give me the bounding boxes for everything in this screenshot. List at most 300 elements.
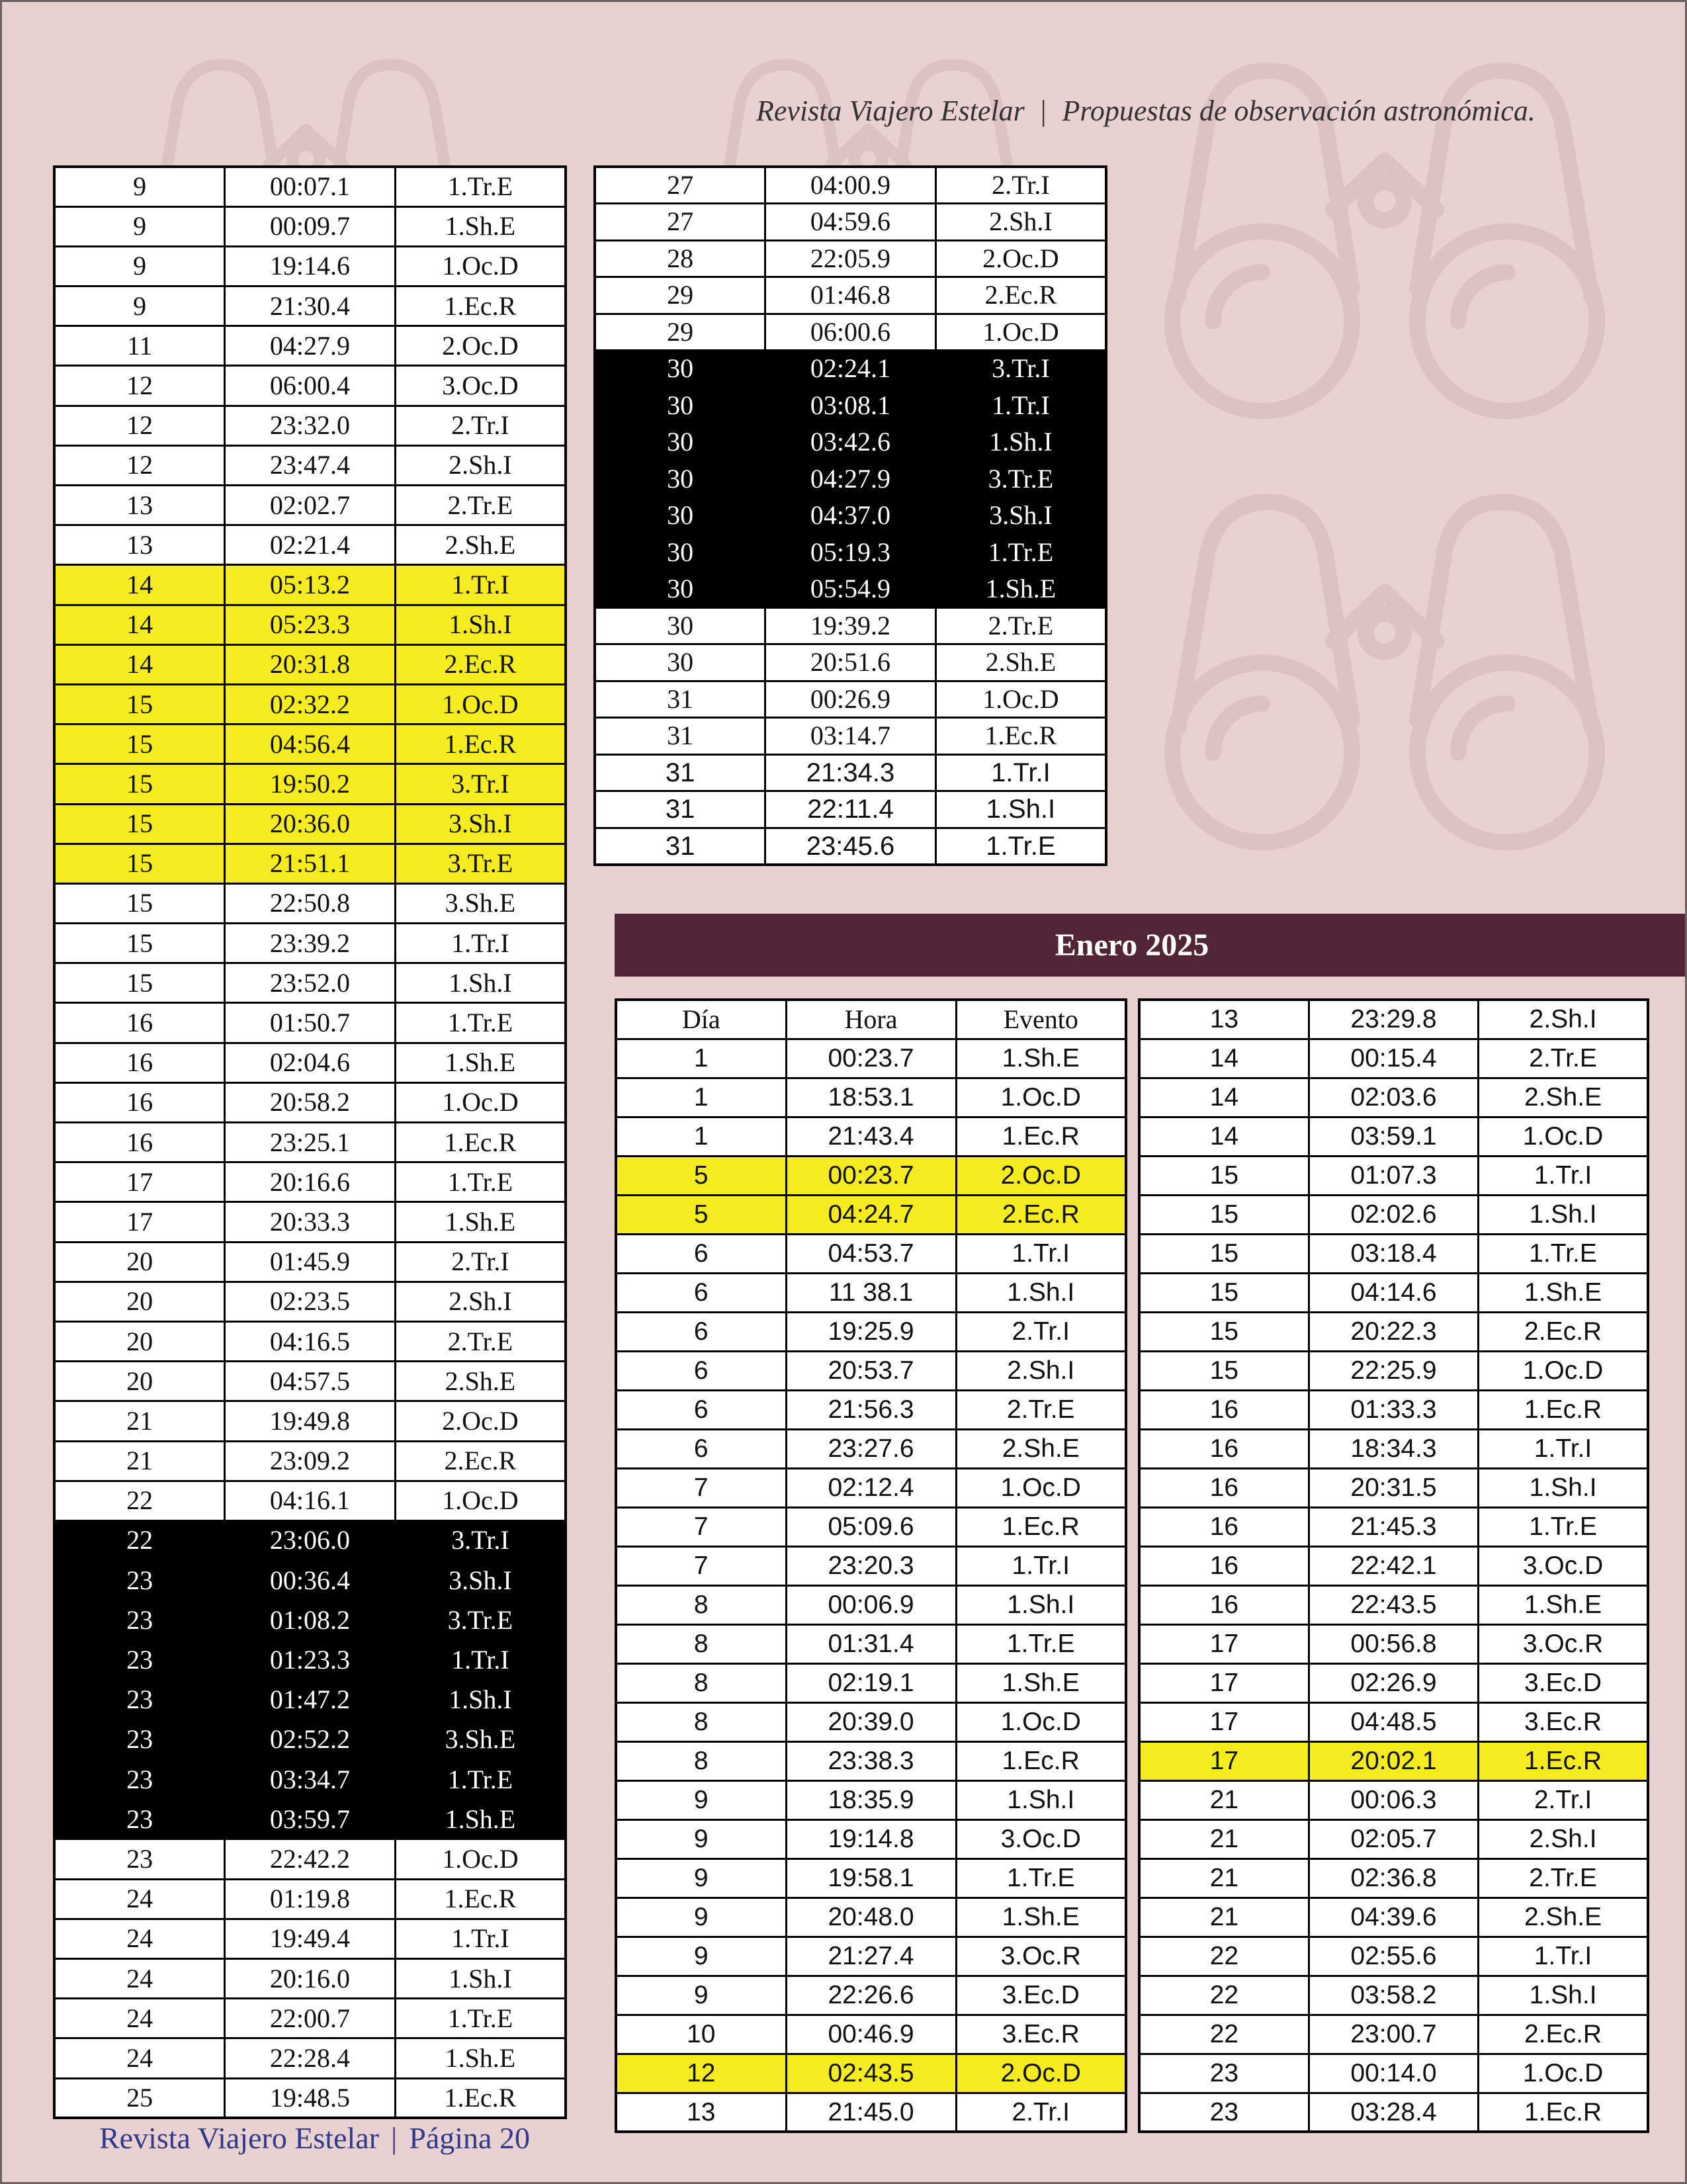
cell-event: 2.Sh.I <box>956 1351 1126 1390</box>
header-magazine-name: Revista Viajero Estelar <box>756 95 1025 127</box>
cell-time: 04:00.9 <box>765 167 936 204</box>
table-row <box>54 1043 566 1082</box>
cell-event: 1.Ec.R <box>956 1507 1126 1546</box>
cell-time: 21:27.4 <box>786 1937 956 1976</box>
cell-event: 1.Oc.D <box>395 684 566 724</box>
cell-day: 30 <box>595 424 765 461</box>
cell-event: 1.Tr.I <box>1479 1429 1648 1468</box>
table-row <box>616 1195 1126 1234</box>
cell-event: 2.Tr.I <box>1479 1780 1648 1819</box>
cell-time: 00:09.7 <box>225 206 396 246</box>
cell-day: 17 <box>1139 1663 1309 1702</box>
table-row <box>54 924 566 963</box>
cell-event: 2.Sh.I <box>395 445 566 485</box>
cell-day: 23 <box>54 1839 225 1879</box>
table-row <box>54 1561 566 1600</box>
cell-day: 8 <box>616 1663 786 1702</box>
cell-time: 03:28.4 <box>1309 2093 1478 2132</box>
cell-time: 02:19.1 <box>786 1663 956 1702</box>
cell-day: 17 <box>1139 1741 1309 1780</box>
cell-event: 1.Ec.R <box>395 1123 566 1162</box>
cell-event: 1.Sh.E <box>395 1043 566 1082</box>
cell-event: 1.Sh.I <box>395 605 566 644</box>
table-row <box>595 240 1106 277</box>
cell-time: 20:02.1 <box>1309 1741 1478 1780</box>
cell-time: 23:38.3 <box>786 1741 956 1780</box>
cell-time: 01:50.7 <box>225 1003 396 1043</box>
cell-day: 23 <box>1139 2054 1309 2093</box>
table-row <box>1139 1039 1648 1078</box>
table-row <box>54 1839 566 1879</box>
cell-event: 3.Sh.E <box>395 883 566 923</box>
cell-event: 1.Oc.D <box>1479 2054 1648 2093</box>
cell-event: 1.Ec.R <box>395 286 566 326</box>
table-row <box>1139 2093 1648 2132</box>
cell-event: 1.Tr.I <box>395 1919 566 1958</box>
cell-time: 03:59.7 <box>225 1800 396 1839</box>
cell-day: 9 <box>54 286 225 326</box>
cell-day: 27 <box>595 204 765 241</box>
cell-time: 00:56.8 <box>1309 1624 1478 1663</box>
cell-event: 2.Sh.E <box>395 1362 566 1401</box>
cell-day: 6 <box>616 1273 786 1312</box>
table-row <box>54 1003 566 1043</box>
cell-event: 1.Ec.R <box>395 1879 566 1919</box>
cell-day: 15 <box>54 963 225 1003</box>
cell-time: 18:53.1 <box>786 1078 956 1117</box>
cell-day: 25 <box>54 2078 225 2118</box>
cell-time: 23:32.0 <box>225 406 396 445</box>
cell-time: 00:07.1 <box>225 167 396 206</box>
cell-time: 22:00.7 <box>225 1999 396 2038</box>
cell-day: 21 <box>54 1401 225 1441</box>
cell-event: 3.Sh.I <box>935 498 1106 535</box>
table-row <box>616 1624 1126 1663</box>
cell-event: 2.Sh.E <box>395 525 566 565</box>
cell-time: 23:39.2 <box>225 924 396 963</box>
table-row <box>54 1401 566 1441</box>
table-row <box>616 2015 1126 2054</box>
cell-day: 23 <box>54 1640 225 1680</box>
cell-event: 3.Tr.I <box>395 764 566 804</box>
cell-event: 1.Sh.E <box>1479 1273 1648 1312</box>
cell-event: 1.Tr.I <box>395 1640 566 1680</box>
cell-event: 1.Ec.R <box>1479 1390 1648 1429</box>
cell-time: 20:22.3 <box>1309 1312 1478 1351</box>
cell-time: 02:02.7 <box>225 486 396 525</box>
table-row <box>54 2078 566 2118</box>
cell-time: 20:16.0 <box>225 1958 396 1998</box>
cell-day: 30 <box>595 351 765 388</box>
cell-day: 15 <box>1139 1273 1309 1312</box>
cell-day: 12 <box>54 445 225 485</box>
table-row <box>54 246 566 286</box>
cell-event: 3.Tr.E <box>935 460 1106 498</box>
cell-time: 04:57.5 <box>225 1362 396 1401</box>
cell-day: 31 <box>595 791 765 828</box>
table-row <box>616 2093 1126 2132</box>
cell-event: 3.Sh.I <box>395 804 566 844</box>
cell-time: 01:07.3 <box>1309 1156 1478 1195</box>
cell-time: 05:09.6 <box>786 1507 956 1546</box>
cell-time: 05:23.3 <box>225 605 396 644</box>
cell-event: 1.Sh.E <box>956 1898 1126 1937</box>
cell-time: 02:24.1 <box>765 351 936 388</box>
column-header-day: Día <box>616 1000 786 1039</box>
cell-day: 9 <box>616 1898 786 1937</box>
table-row <box>616 1507 1126 1546</box>
cell-time: 04:24.7 <box>786 1195 956 1234</box>
cell-time: 00:46.9 <box>786 2015 956 2054</box>
table-row <box>1139 1858 1648 1898</box>
cell-time: 05:13.2 <box>225 565 396 605</box>
cell-time: 20:39.0 <box>786 1702 956 1741</box>
cell-day: 17 <box>1139 1702 1309 1741</box>
table-row <box>54 1958 566 1998</box>
cell-day: 9 <box>616 1858 786 1898</box>
cell-event: 3.Tr.I <box>935 351 1106 388</box>
cell-day: 17 <box>54 1162 225 1202</box>
cell-event: 1.Oc.D <box>395 1839 566 1879</box>
table-row <box>54 206 566 246</box>
cell-time: 18:34.3 <box>1309 1429 1478 1468</box>
table-row <box>54 326 566 366</box>
cell-time: 00:15.4 <box>1309 1039 1478 1078</box>
cell-event: 1.Sh.E <box>935 571 1106 608</box>
month-title: Enero 2025 <box>1055 928 1209 963</box>
cell-time: 19:25.9 <box>786 1312 956 1351</box>
cell-time: 00:23.7 <box>786 1039 956 1078</box>
cell-event: 1.Oc.D <box>956 1078 1126 1117</box>
table-row <box>54 1879 566 1919</box>
cell-day: 20 <box>54 1321 225 1361</box>
cell-time: 02:32.2 <box>225 684 396 724</box>
cell-event: 2.Tr.E <box>935 607 1106 644</box>
cell-day: 20 <box>54 1282 225 1321</box>
cell-event: 1.Tr.I <box>956 1546 1126 1585</box>
cell-day: 15 <box>54 883 225 923</box>
month-banner <box>615 914 1686 977</box>
table-row <box>1139 1898 1648 1937</box>
cell-time: 02:55.6 <box>1309 1937 1478 1976</box>
cell-event: 2.Oc.D <box>935 240 1106 277</box>
table-row <box>54 963 566 1003</box>
cell-event: 3.Tr.I <box>395 1520 566 1560</box>
cell-day: 16 <box>1139 1468 1309 1507</box>
cell-time: 02:52.2 <box>225 1720 396 1759</box>
table-row <box>54 445 566 485</box>
cell-event: 2.Sh.I <box>1479 1000 1648 1039</box>
table-row <box>616 2054 1126 2093</box>
cell-event: 3.Oc.D <box>1479 1546 1648 1585</box>
cell-time: 01:45.9 <box>225 1242 396 1282</box>
table-row <box>54 1441 566 1481</box>
cell-event: 2.Oc.D <box>956 2054 1126 2093</box>
cell-day: 15 <box>54 684 225 724</box>
cell-day: 15 <box>54 724 225 764</box>
cell-day: 1 <box>616 1117 786 1156</box>
cell-event: 2.Ec.R <box>1479 2015 1648 2054</box>
cell-time: 04:59.6 <box>765 204 936 241</box>
table-row <box>54 804 566 844</box>
cell-time: 03:58.2 <box>1309 1976 1478 2015</box>
cell-day: 15 <box>1139 1312 1309 1351</box>
cell-event: 2.Tr.E <box>956 1390 1126 1429</box>
cell-time: 02:04.6 <box>225 1043 396 1082</box>
cell-time: 04:37.0 <box>765 498 936 535</box>
running-header <box>756 93 1536 130</box>
table-row <box>1139 1234 1648 1273</box>
table-row <box>54 1999 566 2038</box>
table-row <box>1139 1351 1648 1390</box>
table-row <box>1139 1663 1648 1702</box>
cell-day: 9 <box>616 1937 786 1976</box>
table-row <box>54 1123 566 1162</box>
cell-time: 21:30.4 <box>225 286 396 326</box>
cell-time: 19:14.6 <box>225 246 396 286</box>
cell-time: 20:33.3 <box>225 1202 396 1242</box>
events-table-enero-left <box>615 998 1127 2133</box>
cell-time: 04:39.6 <box>1309 1898 1478 1937</box>
cell-time: 23:27.6 <box>786 1429 956 1468</box>
column-header-time: Hora <box>786 1000 956 1039</box>
cell-event: 1.Tr.E <box>395 167 566 206</box>
table-row <box>54 1680 566 1720</box>
cell-time: 03:34.7 <box>225 1760 396 1800</box>
cell-day: 13 <box>616 2093 786 2132</box>
table-row <box>54 1600 566 1640</box>
cell-time: 06:00.6 <box>765 314 936 351</box>
table-row <box>616 1390 1126 1429</box>
cell-day: 16 <box>54 1123 225 1162</box>
cell-day: 31 <box>595 681 765 718</box>
cell-time: 11 38.1 <box>786 1273 956 1312</box>
cell-time: 20:31.8 <box>225 644 396 684</box>
cell-time: 01:19.8 <box>225 1879 396 1919</box>
cell-event: 1.Tr.E <box>935 534 1106 571</box>
cell-day: 15 <box>1139 1234 1309 1273</box>
cell-event: 1.Tr.E <box>956 1624 1126 1663</box>
cell-day: 5 <box>616 1195 786 1234</box>
table-row <box>1139 1976 1648 2015</box>
cell-time: 01:08.2 <box>225 1600 396 1640</box>
cell-time: 01:47.2 <box>225 1680 396 1720</box>
cell-event: 1.Sh.I <box>395 1680 566 1720</box>
cell-time: 03:59.1 <box>1309 1117 1478 1156</box>
cell-event: 3.Sh.E <box>395 1720 566 1759</box>
cell-event: 1.Ec.R <box>956 1117 1126 1156</box>
cell-day: 31 <box>595 718 765 755</box>
cell-day: 14 <box>54 565 225 605</box>
table-row <box>1139 1156 1648 1195</box>
events-table-upper-left <box>53 165 567 2119</box>
table-row <box>1139 1195 1648 1234</box>
cell-event: 1.Tr.I <box>935 387 1106 424</box>
table-header-row <box>616 1000 1126 1039</box>
table-row <box>616 1585 1126 1624</box>
cell-event: 3.Sh.I <box>395 1561 566 1600</box>
cell-time: 23:20.3 <box>786 1546 956 1585</box>
table-row <box>595 424 1106 461</box>
cell-time: 19:49.8 <box>225 1401 396 1441</box>
cell-event: 1.Oc.D <box>395 246 566 286</box>
cell-time: 21:56.3 <box>786 1390 956 1429</box>
cell-day: 15 <box>54 804 225 844</box>
table-row <box>616 1976 1126 2015</box>
events-table-enero-right <box>1138 998 1649 2133</box>
cell-time: 00:26.9 <box>765 681 936 718</box>
table-row <box>1139 1000 1648 1039</box>
cell-event: 1.Ec.R <box>956 1741 1126 1780</box>
table-row <box>1139 1429 1648 1468</box>
table-row <box>1139 1741 1648 1780</box>
cell-event: 2.Tr.E <box>1479 1858 1648 1898</box>
table-row <box>595 351 1106 388</box>
cell-day: 21 <box>1139 1819 1309 1858</box>
cell-time: 22:50.8 <box>225 883 396 923</box>
cell-day: 23 <box>54 1800 225 1839</box>
table-row <box>616 1234 1126 1273</box>
table-row <box>54 286 566 326</box>
cell-day: 16 <box>1139 1507 1309 1546</box>
cell-time: 21:34.3 <box>765 754 936 791</box>
table-row <box>616 1780 1126 1819</box>
cell-time: 01:23.3 <box>225 1640 396 1680</box>
cell-day: 8 <box>616 1741 786 1780</box>
cell-day: 9 <box>54 167 225 206</box>
cell-event: 1.Ec.R <box>395 724 566 764</box>
cell-day: 14 <box>1139 1117 1309 1156</box>
cell-event: 2.Ec.R <box>1479 1312 1648 1351</box>
cell-day: 9 <box>54 206 225 246</box>
table-row <box>54 1520 566 1560</box>
cell-time: 19:50.2 <box>225 764 396 804</box>
cell-day: 1 <box>616 1078 786 1117</box>
cell-day: 23 <box>54 1561 225 1600</box>
cell-event: 3.Tr.E <box>395 1600 566 1640</box>
table-row <box>616 1468 1126 1507</box>
cell-time: 02:03.6 <box>1309 1078 1478 1117</box>
cell-day: 24 <box>54 2038 225 2078</box>
cell-day: 23 <box>54 1720 225 1759</box>
table-row <box>54 764 566 804</box>
cell-event: 1.Oc.D <box>956 1468 1126 1507</box>
cell-time: 22:42.2 <box>225 1839 396 1879</box>
cell-event: 1.Sh.I <box>935 791 1106 828</box>
cell-day: 22 <box>54 1481 225 1520</box>
cell-time: 20:58.2 <box>225 1082 396 1122</box>
cell-day: 22 <box>54 1520 225 1560</box>
cell-event: 2.Oc.D <box>395 1401 566 1441</box>
cell-day: 6 <box>616 1390 786 1429</box>
table-row <box>595 718 1106 755</box>
cell-time: 22:28.4 <box>225 2038 396 2078</box>
cell-time: 19:48.5 <box>225 2078 396 2118</box>
cell-day: 24 <box>54 1919 225 1958</box>
cell-event: 1.Sh.E <box>395 2038 566 2078</box>
cell-time: 21:51.1 <box>225 844 396 883</box>
cell-day: 14 <box>54 605 225 644</box>
table-row <box>54 1362 566 1401</box>
cell-event: 1.Sh.E <box>1479 1585 1648 1624</box>
cell-event: 2.Ec.R <box>935 277 1106 314</box>
table-row <box>616 1117 1126 1156</box>
table-row <box>595 498 1106 535</box>
cell-day: 6 <box>616 1234 786 1273</box>
cell-time: 23:00.7 <box>1309 2015 1478 2054</box>
table-row <box>1139 1546 1648 1585</box>
table-row <box>595 607 1106 644</box>
cell-time: 23:06.0 <box>225 1520 396 1560</box>
cell-event: 1.Oc.D <box>1479 1351 1648 1390</box>
cell-event: 2.Tr.I <box>956 1312 1126 1351</box>
cell-event: 2.Oc.D <box>956 1156 1126 1195</box>
cell-day: 24 <box>54 1879 225 1919</box>
cell-day: 22 <box>1139 2015 1309 2054</box>
cell-time: 05:19.3 <box>765 534 936 571</box>
table-row <box>595 571 1106 608</box>
table-row <box>616 1546 1126 1585</box>
table-row <box>616 1156 1126 1195</box>
cell-event: 1.Tr.E <box>1479 1234 1648 1273</box>
table-row <box>616 1819 1126 1858</box>
cell-time: 20:51.6 <box>765 644 936 681</box>
cell-time: 04:16.5 <box>225 1321 396 1361</box>
cell-day: 17 <box>54 1202 225 1242</box>
table-row <box>595 460 1106 498</box>
binoculars-watermark-icon <box>1153 480 1616 861</box>
table-row <box>54 1720 566 1759</box>
cell-time: 00:06.9 <box>786 1585 956 1624</box>
cell-event: 1.Sh.I <box>956 1273 1126 1312</box>
table-row <box>1139 1937 1648 1976</box>
table-row <box>1139 1468 1648 1507</box>
cell-time: 01:31.4 <box>786 1624 956 1663</box>
cell-event: 1.Sh.I <box>956 1780 1126 1819</box>
table-row <box>595 204 1106 241</box>
cell-time: 03:08.1 <box>765 387 936 424</box>
cell-event: 1.Oc.D <box>395 1082 566 1122</box>
cell-day: 1 <box>616 1039 786 1078</box>
cell-time: 02:05.7 <box>1309 1819 1478 1858</box>
table-row <box>616 1663 1126 1702</box>
table-row <box>1139 2054 1648 2093</box>
cell-event: 1.Oc.D <box>1479 1117 1648 1156</box>
cell-event: 2.Sh.I <box>1479 1819 1648 1858</box>
table-row <box>616 1898 1126 1937</box>
column-header-event: Evento <box>956 1000 1126 1039</box>
cell-day: 11 <box>54 326 225 366</box>
cell-day: 29 <box>595 277 765 314</box>
cell-time: 01:46.8 <box>765 277 936 314</box>
cell-day: 15 <box>1139 1351 1309 1390</box>
cell-day: 14 <box>1139 1039 1309 1078</box>
cell-event: 2.Tr.I <box>956 2093 1126 2132</box>
table-row <box>1139 1702 1648 1741</box>
cell-time: 00:14.0 <box>1309 2054 1478 2093</box>
cell-event: 3.Tr.E <box>395 844 566 883</box>
cell-time: 02:23.5 <box>225 1282 396 1321</box>
cell-event: 3.Ec.D <box>1479 1663 1648 1702</box>
cell-day: 23 <box>54 1760 225 1800</box>
table-row <box>595 314 1106 351</box>
cell-event: 3.Ec.R <box>1479 1702 1648 1741</box>
cell-time: 22:42.1 <box>1309 1546 1478 1585</box>
cell-event: 3.Ec.R <box>956 2015 1126 2054</box>
cell-time: 00:06.3 <box>1309 1780 1478 1819</box>
cell-event: 1.Sh.E <box>956 1663 1126 1702</box>
cell-day: 13 <box>1139 1000 1309 1039</box>
